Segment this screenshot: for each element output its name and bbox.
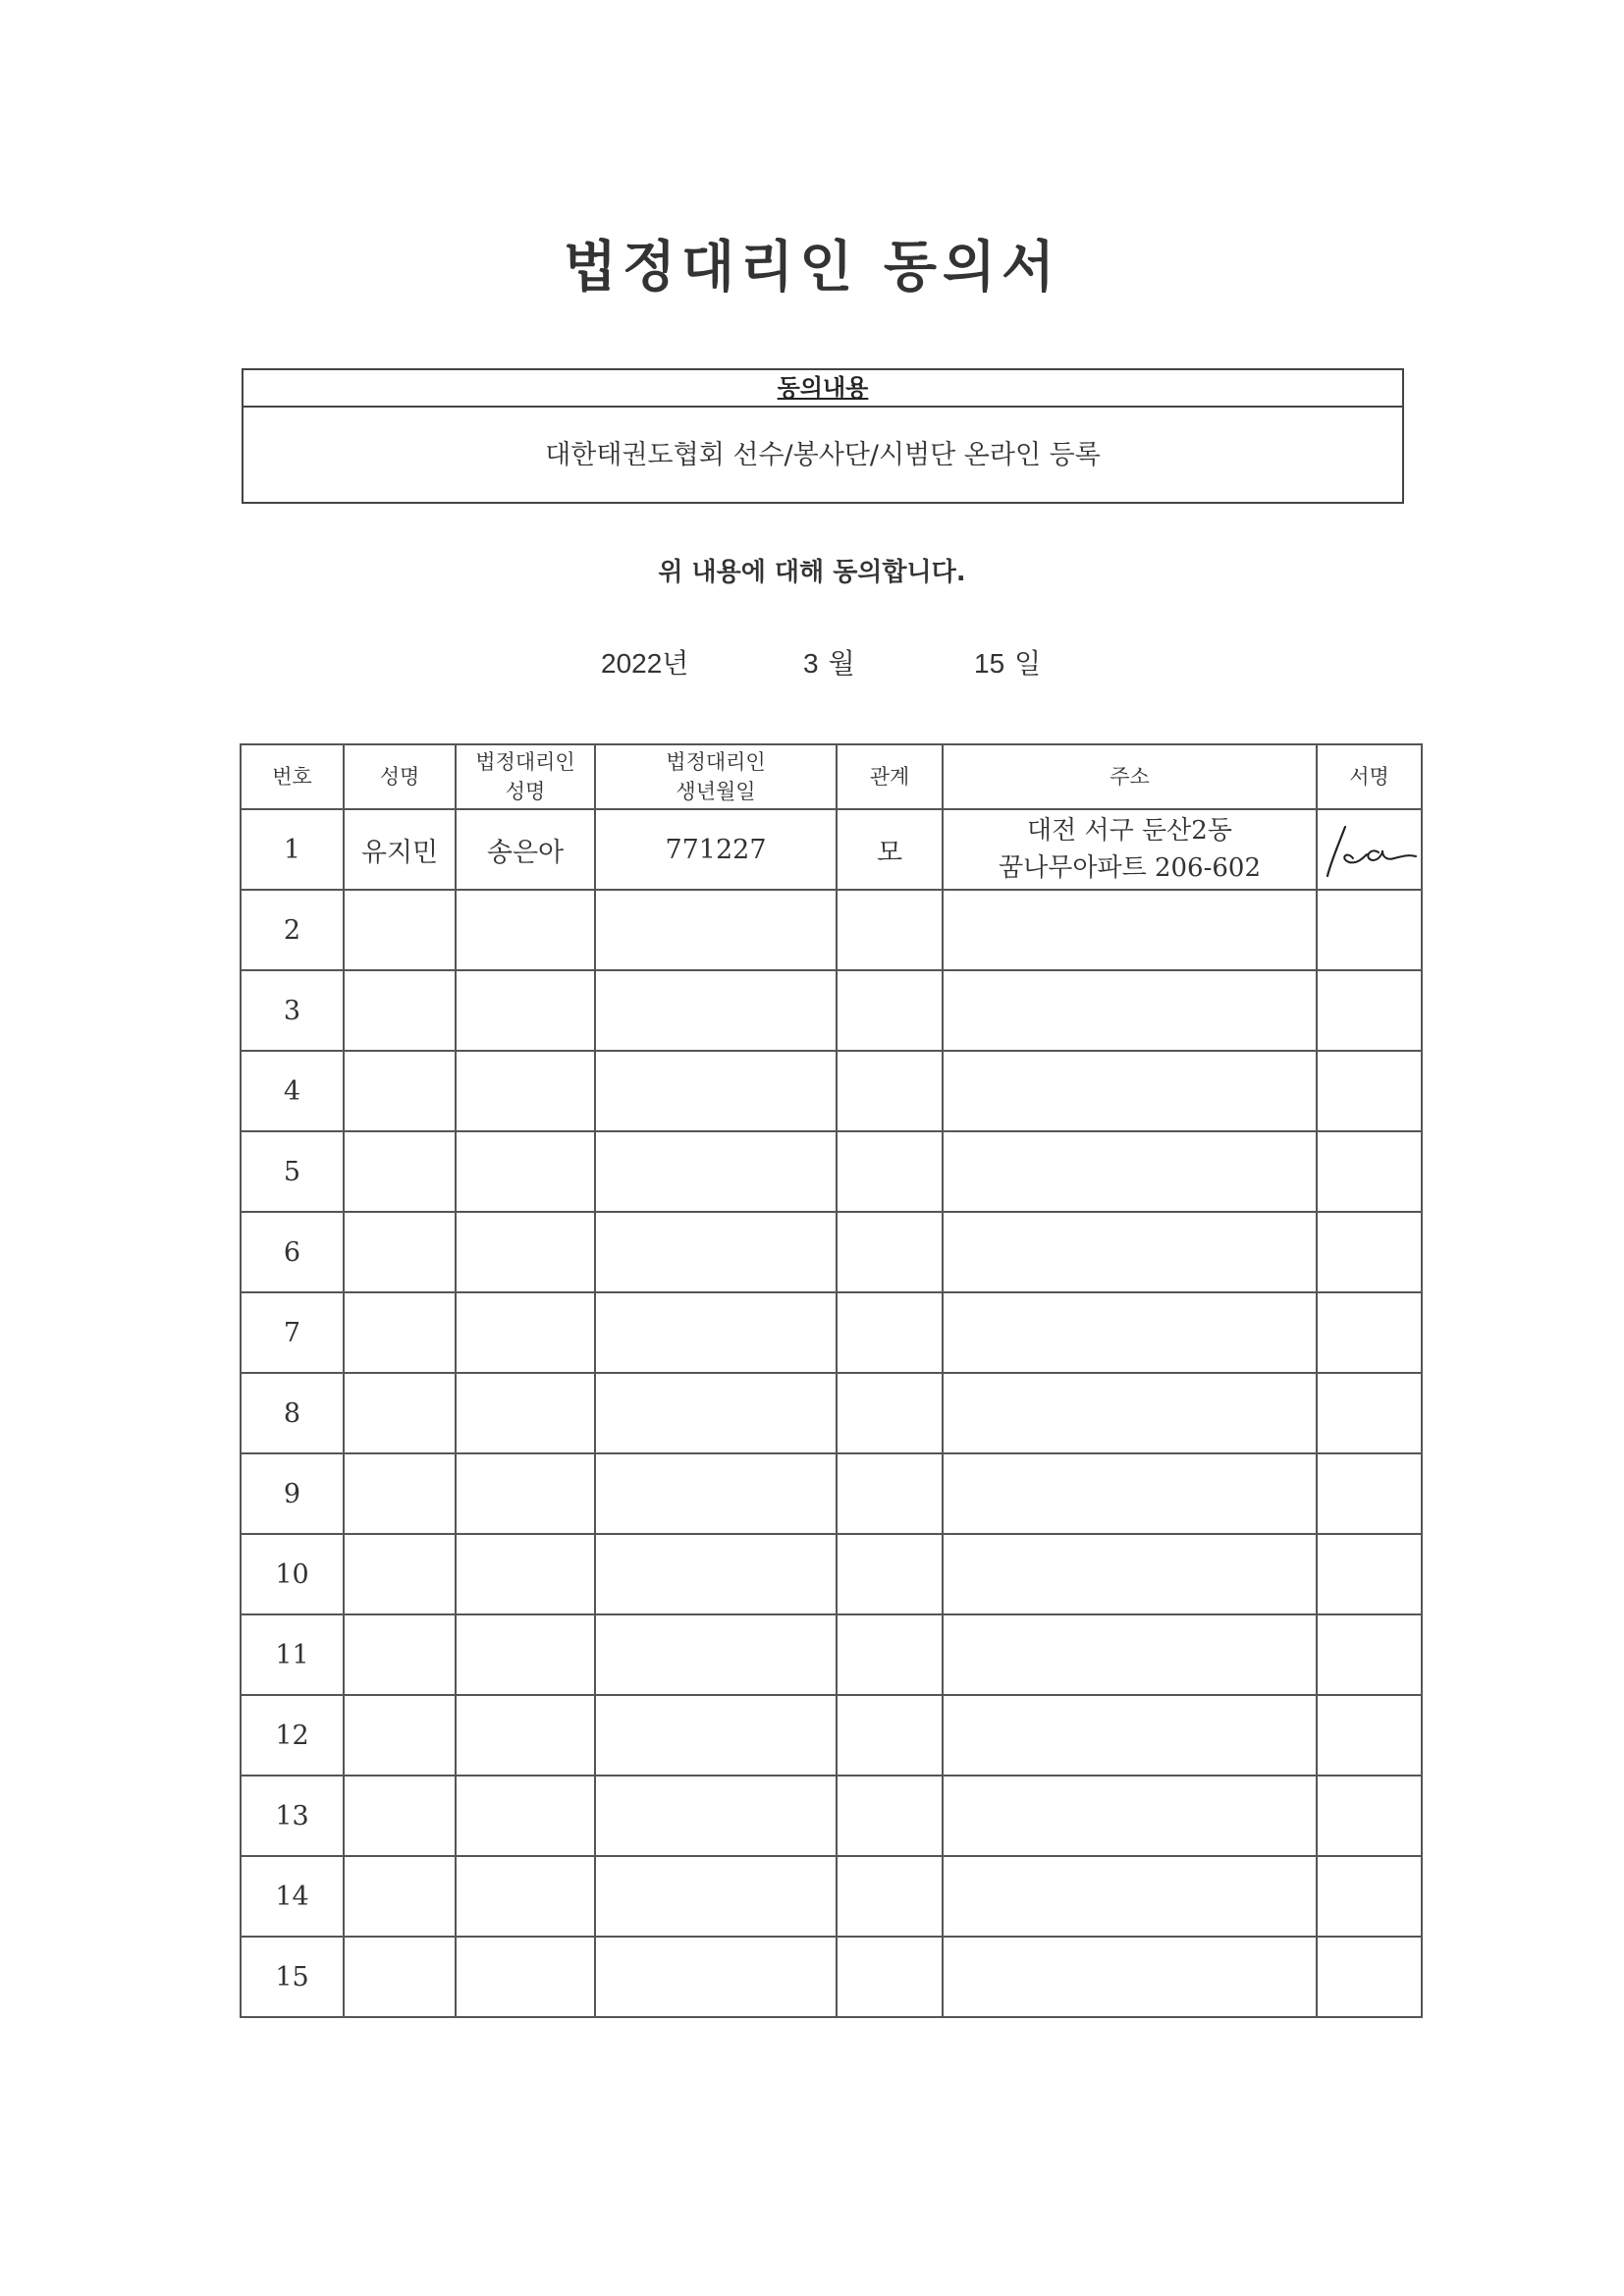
table-body	[241, 809, 1422, 2017]
cell-guardian-name	[456, 1695, 595, 1776]
cell-no: 6	[241, 1212, 344, 1292]
cell-guardian-birth	[595, 1937, 837, 2017]
cell-name	[344, 1051, 456, 1131]
cell-guardian-birth	[595, 1292, 837, 1373]
cell-signature	[1317, 1856, 1422, 1937]
cell-guardian-birth	[595, 1856, 837, 1937]
cell-name	[344, 890, 456, 970]
registration-table	[240, 743, 1423, 2018]
document-title: 법정대리인 동의서	[563, 236, 1061, 300]
cell-guardian-birth	[595, 1534, 837, 1614]
cell-guardian-birth	[595, 1212, 837, 1292]
date-year	[601, 642, 688, 682]
consent-content: 대한태권도협회 선수/봉사단/시범단 온라인 등록	[545, 440, 1101, 470]
cell-guardian-name	[456, 1856, 595, 1937]
table-row	[241, 1131, 1422, 1212]
cell-address	[943, 1292, 1317, 1373]
cell-guardian-name	[456, 1776, 595, 1856]
table-row	[241, 1212, 1422, 1292]
cell-name	[344, 1695, 456, 1776]
cell-guardian-birth	[595, 1373, 837, 1453]
cell-signature	[1317, 1051, 1422, 1131]
table-row	[241, 1856, 1422, 1937]
cell-guardian-birth	[595, 1131, 837, 1212]
cell-guardian-name	[456, 1534, 595, 1614]
table-row	[241, 970, 1422, 1051]
header-guardian-birth-line1: 법정대리인	[666, 750, 766, 774]
cell-guardian-name	[456, 1614, 595, 1695]
cell-relation	[837, 1373, 943, 1453]
cell-signature	[1317, 1695, 1422, 1776]
cell-name	[344, 1131, 456, 1212]
consent-box	[242, 368, 1404, 504]
cell-guardian-name	[456, 1373, 595, 1453]
cell-name	[344, 1453, 456, 1534]
cell-address	[943, 890, 1317, 970]
cell-address	[943, 1856, 1317, 1937]
cell-no: 12	[241, 1695, 344, 1776]
cell-no: 2	[241, 890, 344, 970]
cell-guardian-name	[456, 1212, 595, 1292]
table-header-row	[241, 744, 1422, 809]
handwritten-signature	[1318, 815, 1426, 884]
cell-no: 1	[241, 809, 344, 890]
cell-guardian-birth	[595, 970, 837, 1051]
table-row	[241, 890, 1422, 970]
header-guardian-name-line1: 법정대리인	[475, 750, 575, 774]
cell-guardian-name	[456, 1453, 595, 1534]
cell-guardian-name: 송은아	[456, 809, 595, 890]
cell-name	[344, 1212, 456, 1292]
cell-no: 9	[241, 1453, 344, 1534]
cell-relation	[837, 1051, 943, 1131]
cell-signature	[1317, 970, 1422, 1051]
cell-no: 8	[241, 1373, 344, 1453]
table-row	[241, 1453, 1422, 1534]
cell-relation	[837, 890, 943, 970]
header-guardian-birth-line2: 생년월일	[676, 780, 756, 803]
table-row	[241, 1776, 1422, 1856]
cell-name: 유지민	[344, 809, 456, 890]
cell-name	[344, 1292, 456, 1373]
cell-signature	[1317, 1937, 1422, 2017]
cell-signature	[1317, 1614, 1422, 1695]
header-guardian-name	[456, 744, 595, 809]
header-guardian-birth	[595, 744, 837, 809]
cell-no: 10	[241, 1534, 344, 1614]
cell-address	[943, 1212, 1317, 1292]
table-row	[241, 1614, 1422, 1695]
cell-guardian-birth: 771227	[595, 809, 837, 890]
cell-relation	[837, 1534, 943, 1614]
date-month-unit: 월	[828, 648, 855, 679]
cell-address	[943, 1131, 1317, 1212]
consent-header-label: 동의내용	[777, 374, 869, 402]
header-signature: 서명	[1317, 744, 1422, 809]
cell-relation	[837, 1937, 943, 2017]
address-line-2: 꿈나무아파트 206-602	[999, 853, 1261, 883]
date-year-value: 2022	[601, 648, 663, 679]
cell-guardian-birth	[595, 890, 837, 970]
date-day	[974, 642, 1041, 682]
agreement-statement: 위 내용에 대해 동의합니다.	[658, 558, 966, 587]
cell-guardian-name	[456, 970, 595, 1051]
cell-name	[344, 1937, 456, 2017]
table-row	[241, 1051, 1422, 1131]
cell-signature	[1317, 1776, 1422, 1856]
cell-address	[943, 1695, 1317, 1776]
cell-no: 14	[241, 1856, 344, 1937]
cell-guardian-birth	[595, 1051, 837, 1131]
cell-address	[943, 1051, 1317, 1131]
cell-address	[943, 1776, 1317, 1856]
date-day-value: 15	[974, 648, 1005, 679]
cell-relation	[837, 970, 943, 1051]
date-month-value: 3	[803, 648, 819, 679]
cell-name	[344, 1856, 456, 1937]
cell-no: 13	[241, 1776, 344, 1856]
cell-signature	[1317, 1292, 1422, 1373]
cell-relation	[837, 1292, 943, 1373]
cell-guardian-name	[456, 1051, 595, 1131]
cell-relation	[837, 1131, 943, 1212]
cell-name	[344, 1534, 456, 1614]
cell-no: 4	[241, 1051, 344, 1131]
cell-relation	[837, 1212, 943, 1292]
table-row	[241, 1695, 1422, 1776]
cell-name	[344, 970, 456, 1051]
cell-relation	[837, 1614, 943, 1695]
cell-relation	[837, 1453, 943, 1534]
cell-signature	[1317, 1373, 1422, 1453]
header-address: 주소	[943, 744, 1317, 809]
table-row	[241, 1937, 1422, 2017]
header-no: 번호	[241, 744, 344, 809]
cell-name	[344, 1373, 456, 1453]
cell-address	[943, 1453, 1317, 1534]
date-month	[803, 642, 855, 682]
cell-address	[943, 1937, 1317, 2017]
cell-guardian-name	[456, 1131, 595, 1212]
address-line-1: 대전 서구 둔산2동	[1027, 816, 1232, 846]
cell-signature	[1317, 809, 1422, 890]
cell-no: 5	[241, 1131, 344, 1212]
cell-address	[943, 809, 1317, 890]
cell-signature	[1317, 1534, 1422, 1614]
cell-no: 3	[241, 970, 344, 1051]
cell-guardian-birth	[595, 1614, 837, 1695]
cell-address	[943, 1614, 1317, 1695]
cell-address	[943, 1373, 1317, 1453]
cell-relation	[837, 1695, 943, 1776]
cell-signature	[1317, 1131, 1422, 1212]
cell-no: 15	[241, 1937, 344, 2017]
cell-guardian-birth	[595, 1776, 837, 1856]
date-day-unit: 일	[1014, 648, 1042, 679]
cell-no: 11	[241, 1614, 344, 1695]
cell-address	[943, 970, 1317, 1051]
table-row	[241, 1373, 1422, 1453]
cell-guardian-name	[456, 890, 595, 970]
header-name: 성명	[344, 744, 456, 809]
cell-address	[943, 1534, 1317, 1614]
date-year-unit: 년	[662, 648, 689, 679]
header-guardian-name-line2: 성명	[505, 780, 546, 803]
cell-no: 7	[241, 1292, 344, 1373]
header-relation: 관계	[837, 744, 943, 809]
cell-guardian-name	[456, 1937, 595, 2017]
cell-relation	[837, 1856, 943, 1937]
cell-guardian-name	[456, 1292, 595, 1373]
cell-relation	[837, 1776, 943, 1856]
cell-guardian-birth	[595, 1453, 837, 1534]
cell-name	[344, 1776, 456, 1856]
cell-guardian-birth	[595, 1695, 837, 1776]
table-row	[241, 1292, 1422, 1373]
table-row	[241, 809, 1422, 890]
table-row	[241, 1534, 1422, 1614]
consent-header	[244, 370, 1402, 408]
cell-name	[344, 1614, 456, 1695]
cell-relation: 모	[837, 809, 943, 890]
cell-signature	[1317, 1453, 1422, 1534]
cell-signature	[1317, 1212, 1422, 1292]
cell-signature	[1317, 890, 1422, 970]
